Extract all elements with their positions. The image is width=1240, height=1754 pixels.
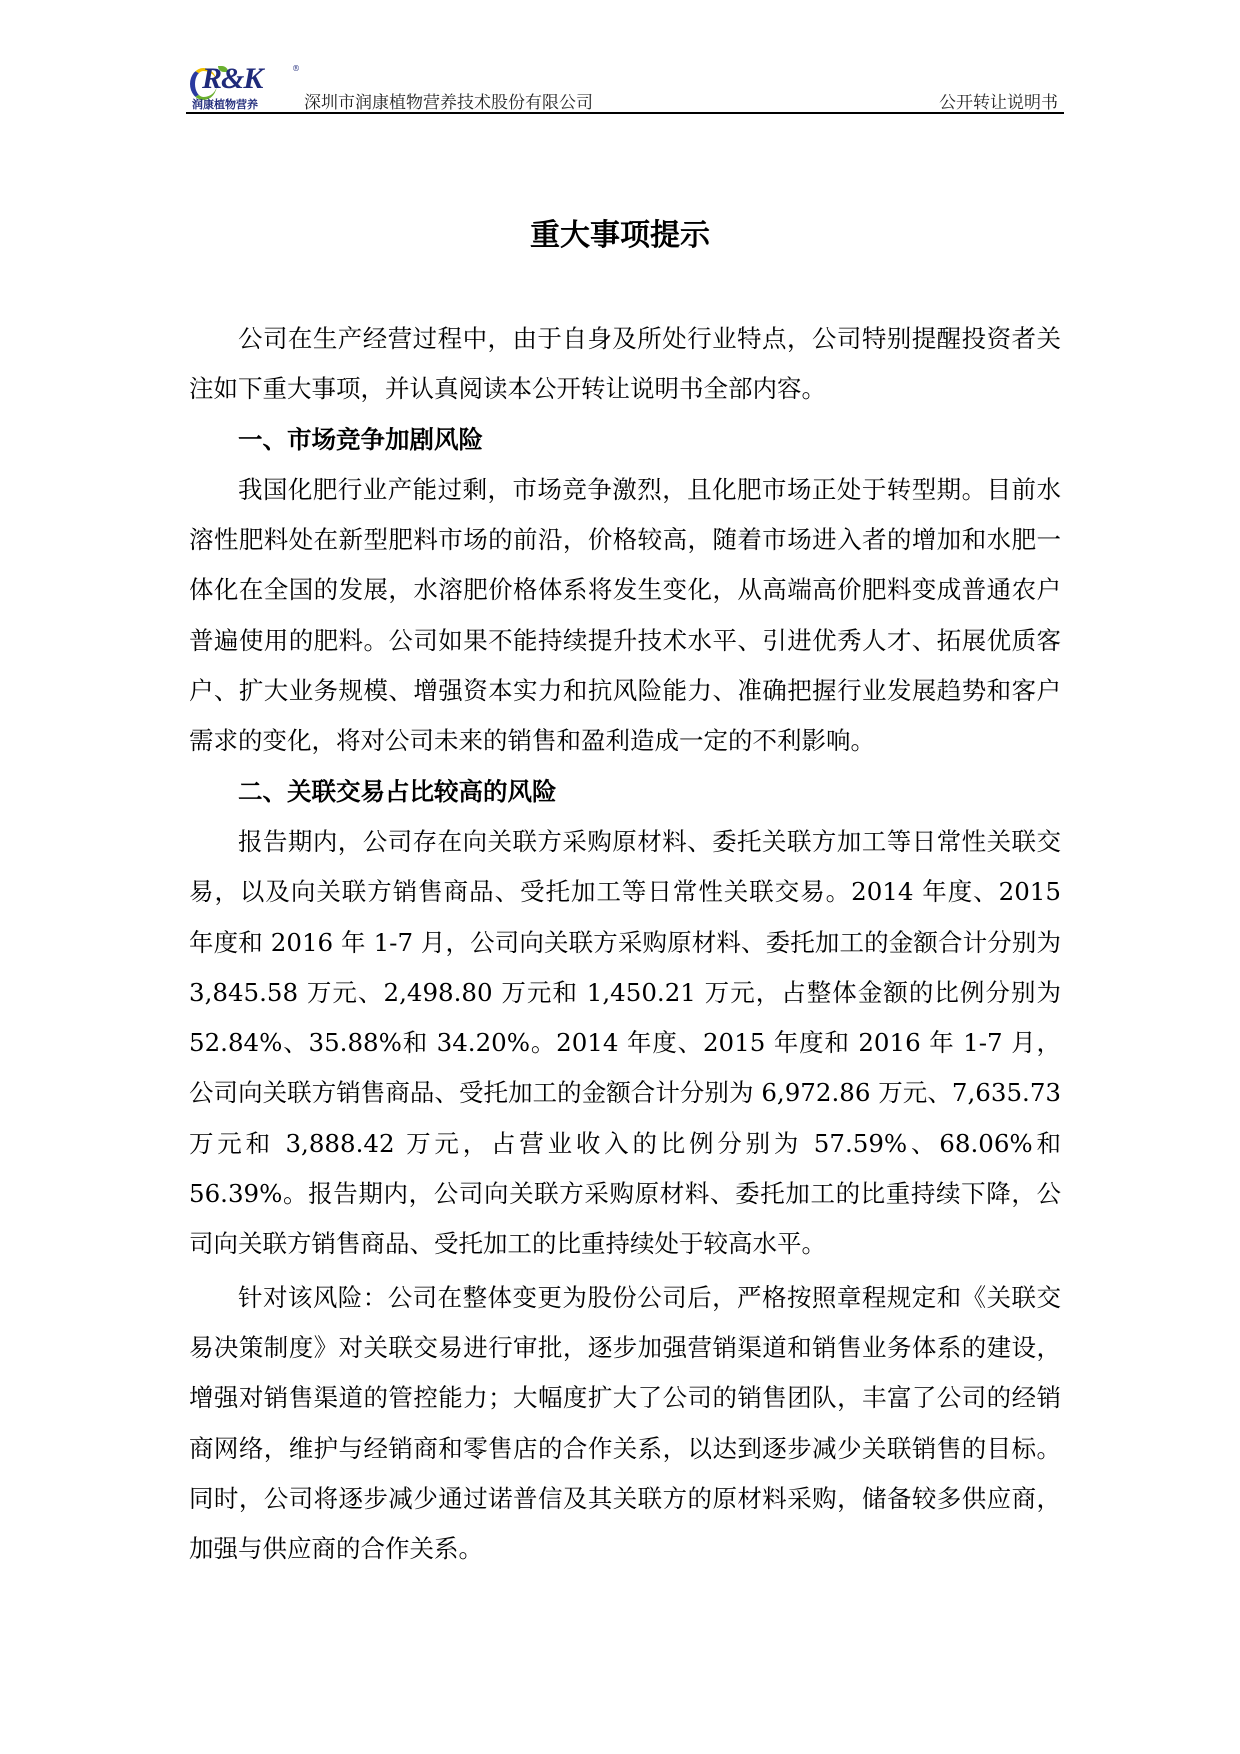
paragraph: 针对该风险：公司在整体变更为股份公司后，严格按照章程规定和《关联交易决策制度》对关联交易进行审批，逐步加强营销渠道和销售业务体系的建设，增强对销售渠道的管控能力；大幅度扩大了公司的销售团队，丰富了公司的经销商网络，维护与经销商和零售店的合作关系，以达到逐步减少关联销售的目标。同时，公司将逐步减少通过诺普信及其关联方的原材料采购，储备较多供应商，加强与供应商的合作关系。 [189, 1282, 1061, 1564]
logo-text: R&K [202, 62, 263, 95]
logo-subtitle: 润康植物营养 [192, 98, 258, 111]
company-name: 深圳市润康植物营养技术股份有限公司 [304, 93, 593, 113]
intro-paragraph: 公司在生产经营过程中，由于自身及所处行业特点，公司特别提醒投资者关注如下重大事项，并认真阅读本公开转让说明书全部内容。 [189, 324, 1061, 404]
paragraph: 报告期内，公司存在向关联方采购原材料、委托关联方加工等日常性关联交易，以及向关联方销售商品、受托加工等日常性关联交易。2014 年度、2015 年度和 2016 年 1-7 月，公司向关联方采购原材料、委托加工的金额合计分别为 3,845.58 万元、2,498.80 万元和 1,450.21 万元，占整体金额的比例分别为 52.84%、35.88%和 34.20%。2014 年度、2015 年度和 2016 年 1-7 月，公司向关联方销售商品、受托加工的金额合计分别为 6,972.86 万元、7,635.73 万元和 3,888.42 万元，占营业收入的比例分别为 57.59%、68.06%和 56.39%。报告期内，公司向关联方采购原材料、委托加工的比重持续下降，公司向关联方销售商品、受托加工的比重持续处于较高水平。 [189, 826, 1061, 1259]
section-heading: 一、市场竞争加剧风险 [238, 424, 483, 454]
document-type: 公开转让说明书 [939, 93, 1058, 113]
company-logo [190, 64, 300, 110]
document-body [189, 314, 1061, 1574]
registered-mark-icon: ® [292, 64, 300, 73]
page-header [186, 64, 1064, 114]
page-title: 重大事项提示 [530, 218, 710, 253]
paragraph: 我国化肥行业产能过剩，市场竞争激烈，且化肥市场正处于转型期。目前水溶性肥料处在新型肥料市场的前沿，价格较高，随着市场进入者的增加和水肥一体化在全国的发展，水溶肥价格体系将发生变化，从高端高价肥料变成普通农户普遍使用的肥料。公司如果不能持续提升技术水平、引进优秀人才、拓展优质客户、扩大业务规模、增强资本实力和抗风险能力、准确把握行业发展趋势和客户需求的变化，将对公司未来的销售和盈利造成一定的不利影响。 [189, 474, 1061, 756]
section-heading: 二、关联交易占比较高的风险 [238, 776, 557, 806]
